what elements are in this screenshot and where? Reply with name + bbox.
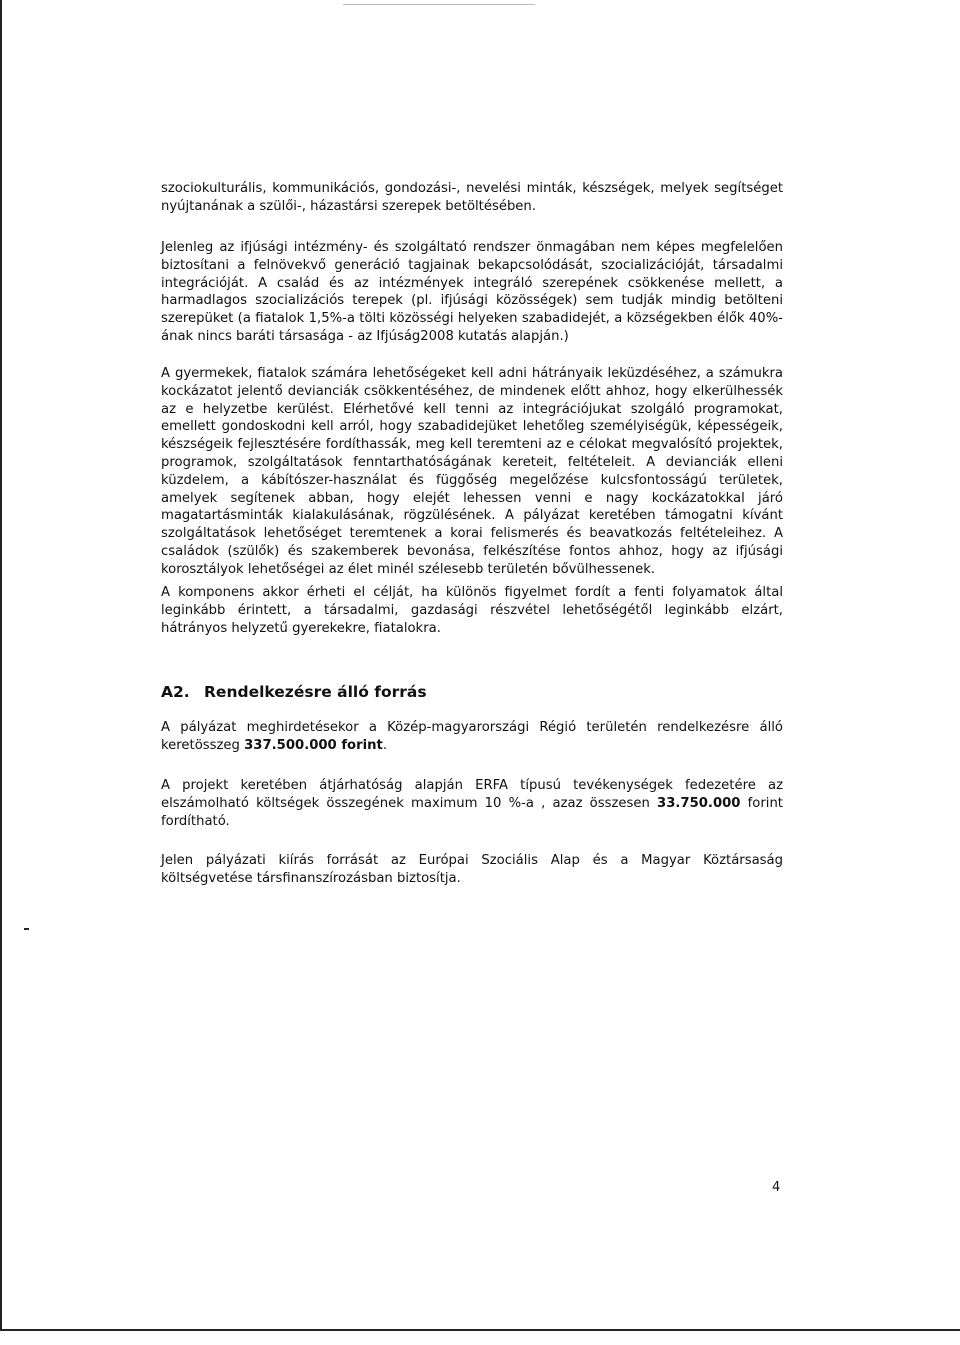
paragraph-1: szociokulturális, kommunikációs, gondozási-, nevelési minták, készségek, melyek segítséget nyújtanának a szülői-, házastársi szerepek betöltésében.: [161, 181, 783, 214]
section-title: Rendelkezésre álló forrás: [204, 683, 427, 701]
total-budget-amount: 337.500.000 forint: [244, 737, 383, 753]
section-heading: [161, 683, 427, 701]
scan-artifact-top: [343, 4, 535, 5]
paragraph-5-end: .: [382, 737, 388, 753]
paragraph-5: [161, 719, 783, 755]
paragraph-5-text: A pályázat meghirdetésekor a Közép-magyarországi Régió területén rendelkezésre álló keretösszeg: [161, 720, 783, 753]
paragraph-7: Jelen pályázati kiírás forrását az Európai Szociális Alap és a Magyar Köztársaság költségvetése társfinanszírozásban biztosítja.: [161, 853, 783, 886]
paragraph-6: [161, 777, 783, 830]
section-number: A2.: [161, 683, 190, 701]
erfa-amount: 33.750.000: [657, 795, 741, 811]
paragraph-2: Jelenleg az ifjúsági intézmény- és szolgáltató rendszer önmagában nem képes megfelelően biztosítani a felnövekvő generáció tagjainak bekapcsolódását, szocializációját, társadalmi integrációját. A család és az intézmények integráló szerepének csökkenése mellett, a harmadlagos szocializációs terepek (pl. ifjúsági közösségek) sem tudják mindig betölteni szerepüket (a fiatalok 1,5%-a tölti közösségi helyeken szabadidejét, a községekben élők 40%-ának nincs baráti társasága - az Ifjúság2008 kutatás alapján.): [161, 240, 783, 344]
scan-border-bottom: [0, 1329, 960, 1331]
paragraph-6-end: forint fordítható.: [161, 795, 783, 829]
scan-artifact-dash: [24, 928, 29, 930]
paragraph-3: A gyermekek, fiatalok számára lehetőségeket kell adni hátrányaik leküzdéséhez, a számukra kockázatot jelentő devianciák csökkentéséhez, de mindenek előtt ahhoz, hogy elkerülhessék az e helyzetbe kerülést. Elérhetővé kell tenni az integrációjukat szolgáló programokat, emellett gondoskodni kell arról, hogy szabadidejüket lehetőleg személyiségük, képességeik, készségeik fejlesztésére fordíthassák, meg kell teremteni az e célokat megvalósító projektek, programok, szolgáltatások fenntarthatóságának kereteit, feltételeit. A devianciák elleni küzdelem, a kábítószer-használat és függőség megelőzése kulcsfontosságú területek, amelyek segítenek abban, hogy elejét lehessen venni e nagy kockázatokkal járó magatartásminták kialakulásának, rögzülésének. A pályázat keretében támogatni kívánt szolgáltatások lehetőséget teremtenek a korai felismerés és beavatkozás feltételeihez. A családok (szülők) és szakemberek bevonása, felkészítése fontos ahhoz, hogy az ifjúsági korosztályok lehetőségei az élet minél szélesebb területén bővülhessenek.: [161, 366, 783, 577]
paragraph-6-text: A projekt keretében átjárhatóság alapján ERFA típusú tevékenységek fedezetére az elszámolható költségek összegének maximum 10 %-a , azaz összesen: [161, 778, 783, 811]
page-number: 4: [772, 1180, 781, 1195]
scan-border-left: [0, 0, 2, 1330]
paragraph-4: A komponens akkor érheti el célját, ha különös figyelmet fordít a fenti folyamatok által leginkább érintett, a társadalmi, gazdasági részvétel lehetőségétől leginkább elzárt, hátrányos helyzetű gyerekekre, fiatalokra.: [161, 585, 783, 636]
